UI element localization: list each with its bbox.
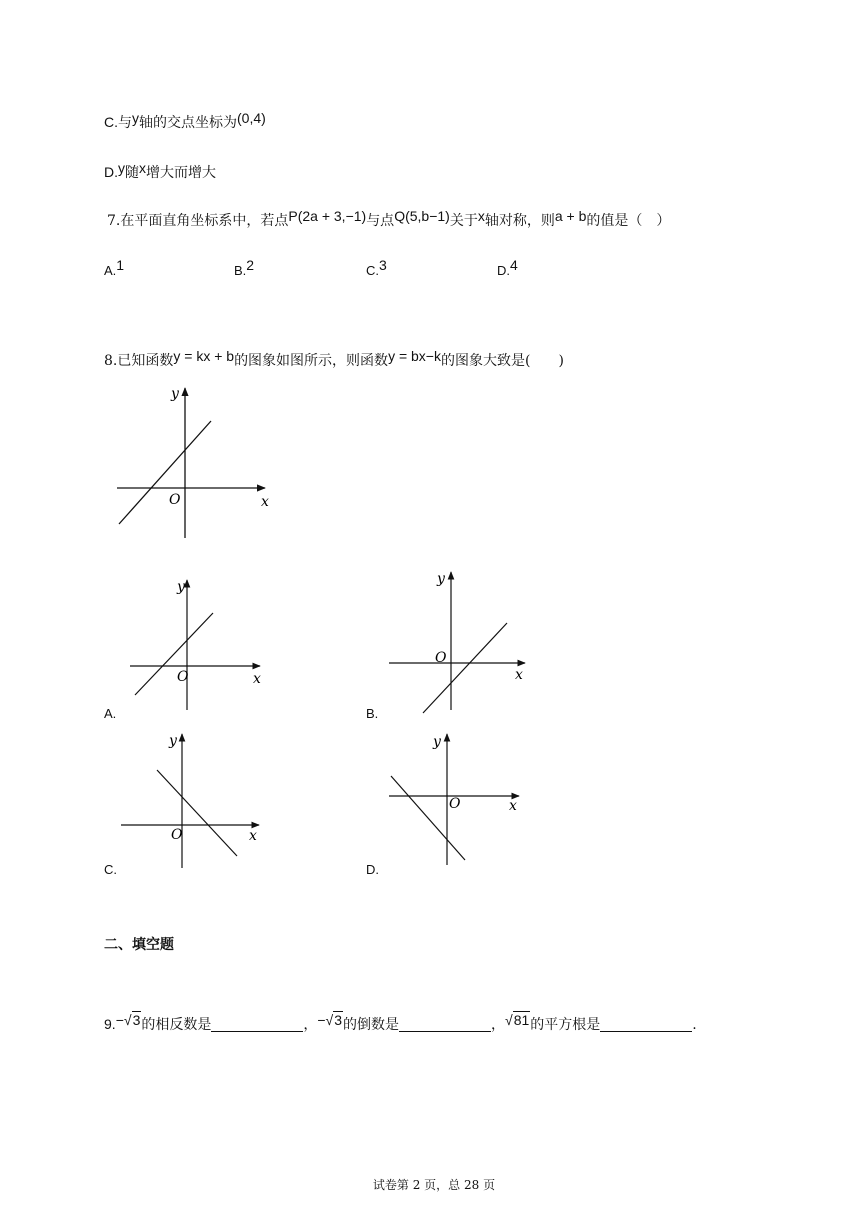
option-label: D. [104,164,118,180]
page-footer: 试卷第 2 页，总 28 页 [372,1178,496,1192]
q8-option-c-graph [117,730,277,870]
axis-label-y: y [169,733,177,749]
q8-option-b-graph [385,568,545,718]
axis-label-x: x [253,671,261,687]
point-q: Q(5,b−1) [394,208,450,224]
text: 的倒数是 [343,1017,400,1033]
point: (0,4) [237,110,266,126]
function-line [119,421,211,524]
option-label: B. [234,263,247,278]
text: 与点 [366,213,395,229]
origin-label: O [449,796,461,812]
text: 7.在平面直角坐标系中，若点 [107,213,289,229]
axis-label-y: y [171,386,179,402]
variable: x [477,208,485,224]
function-line [157,770,237,856]
expression: a + b [554,208,587,224]
origin-label: O [435,650,447,666]
radicand: 3 [334,1012,343,1028]
option-label: C. [366,263,379,278]
q7-option-c [366,257,387,278]
point-p: P(2a + 3,−1) [288,208,367,224]
q6-option-c [104,112,266,132]
function-line [423,623,507,713]
answer-blank-2[interactable] [399,1017,491,1032]
section-heading: 二、填空题 [104,937,174,953]
q9-stem [104,1014,697,1034]
axis-label-x: x [261,494,269,510]
function-2: y = bx−k [388,348,441,364]
text: 的平方根是 [530,1017,601,1033]
period: . [692,1017,697,1033]
axis-label-y: y [177,579,185,595]
text: 8.已知函数 [104,353,174,369]
option-value: 4 [510,257,518,273]
q8-option-c-label: C. [104,862,117,877]
q6-option-d [104,162,216,182]
text: 的值是（ ） [586,213,671,229]
origin-label: O [177,669,189,685]
option-label: C.与 [104,114,132,130]
minus-sign: − [317,1012,326,1028]
q7-option-d [497,257,518,278]
negative-sqrt-3: −√3 [115,1012,141,1028]
function-line [135,613,213,695]
sqrt-81: √81 [505,1012,530,1028]
text: 轴对称，则 [484,213,555,229]
variable: x [139,160,146,176]
option-text: 轴的交点坐标为 [139,115,237,131]
option-label: D. [497,263,510,278]
text: 的相反数是 [141,1017,212,1033]
radicand: 3 [132,1012,141,1028]
question-number: 9. [104,1016,116,1032]
radicand: 81 [513,1012,530,1028]
option-text: 增大而增大 [146,165,216,181]
axis-label-x: x [249,828,257,844]
variable: y [118,160,125,176]
text: 的图象如图所示，则函数 [234,353,389,369]
negative-sqrt-3: −√3 [317,1012,343,1028]
answer-blank-3[interactable] [600,1017,692,1032]
axis-label-y: y [433,734,441,750]
function-1: y = kx + b [173,348,235,364]
q8-option-d-label: D. [366,862,379,877]
q8-option-a-graph [125,575,285,715]
axis-label-y: y [437,571,445,587]
q8-option-a-label: A. [104,706,117,721]
q8-stem [104,350,564,370]
function-line [391,776,465,860]
q8-option-b-label: B. [366,706,379,721]
q8-option-d-graph [385,730,545,870]
option-text: 随 [125,165,139,181]
axis-label-x: x [509,798,517,814]
origin-label: O [169,492,181,508]
option-label: A. [104,263,117,278]
text: 关于 [449,213,478,229]
origin-label: O [171,827,183,843]
option-value: 2 [246,257,255,273]
answer-blank-1[interactable] [211,1017,303,1032]
option-value: 3 [379,257,387,273]
text: 的图象大致是( ) [440,353,564,369]
minus-sign: − [115,1012,124,1028]
variable: y [132,110,139,126]
q7-stem [107,210,670,230]
option-value: 1 [116,257,125,273]
separator: ， [303,1017,318,1033]
q7-option-b [234,257,255,278]
q7-option-a [104,257,125,278]
axis-label-x: x [515,667,523,683]
q8-main-graph [105,380,305,550]
separator: ， [491,1017,506,1033]
